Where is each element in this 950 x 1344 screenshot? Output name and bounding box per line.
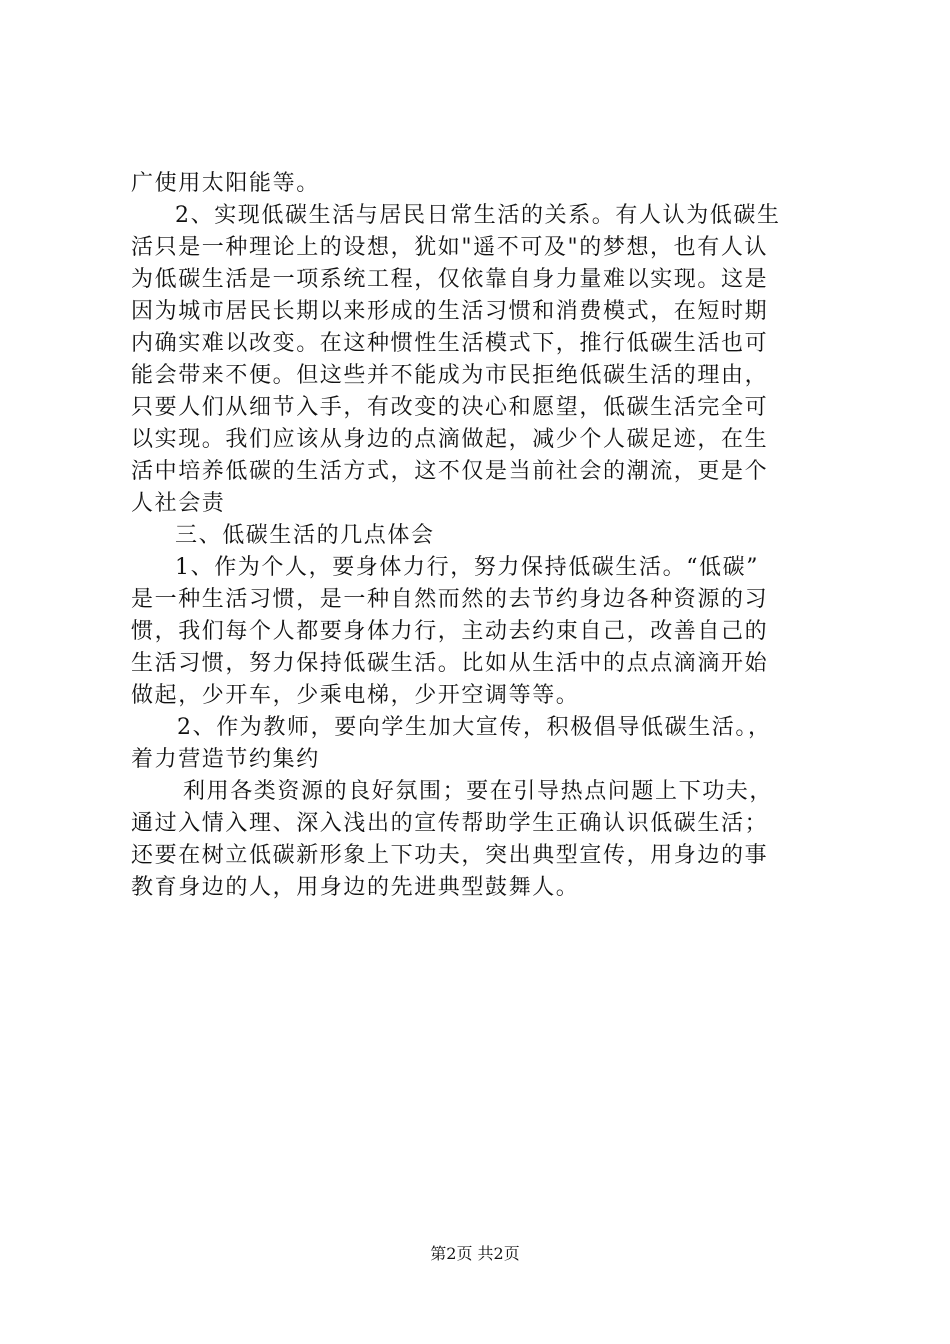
paragraph-line: 通过入情入理、深入浅出的宣传帮助学生正确认识低碳生活； (131, 811, 769, 836)
paragraph-line: 2、作为教师，要向学生加大宣传，积极倡导低碳生活。， (177, 715, 772, 740)
paragraph-line: 人社会责 (131, 491, 226, 516)
paragraph-line: 只要人们从细节入手，有改变的决心和愿望，低碳生活完全可 (131, 395, 769, 420)
paragraph-line: 因为城市居民长期以来形成的生活习惯和消费模式，在短时期 (131, 299, 769, 324)
document-body (131, 168, 831, 904)
page-number-footer: 第2页 共2页 (430, 1244, 520, 1263)
paragraph-line: 教育身边的人，用身边的先进典型鼓舞人。 (131, 875, 580, 900)
section-heading: 三、低碳生活的几点体会 (175, 523, 435, 548)
paragraph-line: 惯，我们每个人都要身体力行，主动去约束自己，改善自己的 (131, 619, 769, 644)
paragraph-line: 着力营造节约集约 (131, 747, 320, 772)
paragraph-line: 能会带来不便。但这些并不能成为市民拒绝低碳生活的理由， (131, 363, 769, 388)
paragraph-line: 做起，少开车，少乘电梯，少开空调等等。 (131, 683, 580, 708)
paragraph-line: 1、作为个人，要身体力行，努力保持低碳生活。“低碳” (175, 555, 760, 580)
paragraph-line: 还要在树立低碳新形象上下功夫，突出典型宣传，用身边的事 (131, 843, 769, 868)
paragraph-line: 活只是一种理论上的设想，犹如"遥不可及"的梦想，也有人认 (131, 235, 769, 260)
paragraph-line: 2、实现低碳生活与居民日常生活的关系。有人认为低碳生 (175, 203, 781, 228)
paragraph-line: 利用各类资源的良好氛围；要在引导热点问题上下功夫， (183, 779, 774, 804)
paragraph-line: 内确实难以改变。在这种惯性生活模式下，推行低碳生活也可 (131, 331, 769, 356)
paragraph-line: 活中培养低碳的生活方式，这不仅是当前社会的潮流，更是个 (131, 459, 769, 484)
paragraph-line: 广使用太阳能等。 (131, 171, 320, 196)
paragraph-line: 生活习惯，努力保持低碳生活。比如从生活中的点点滴滴开始 (131, 651, 769, 676)
paragraph-line: 以实现。我们应该从身边的点滴做起，减少个人碳足迹，在生 (131, 427, 769, 452)
paragraph-line: 为低碳生活是一项系统工程，仅依靠自身力量难以实现。这是 (131, 267, 769, 292)
paragraph-line: 是一种生活习惯，是一种自然而然的去节约身边各种资源的习 (131, 587, 769, 612)
